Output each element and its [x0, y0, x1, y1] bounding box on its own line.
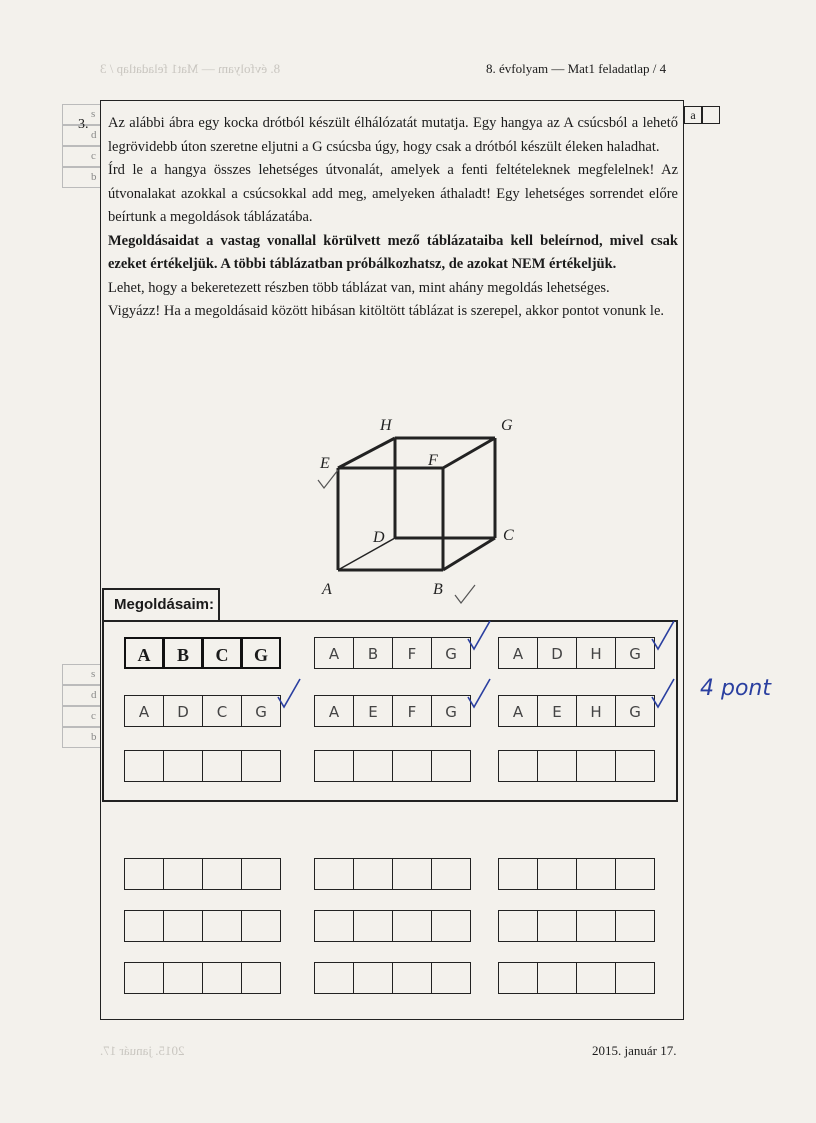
cube-label-d: D	[373, 529, 385, 546]
cube-label-g: G	[501, 417, 513, 434]
check-mark	[648, 619, 678, 653]
task-paragraph: Vigyázz! Ha a megoldásaid között hibásan kitöltött táblázat is szerepel, akkor pontot vonunk le.	[108, 303, 665, 319]
solution-cell[interactable]	[124, 750, 164, 782]
practice-cell[interactable]	[163, 962, 203, 994]
practice-cell[interactable]	[314, 858, 354, 890]
task-paragraph: Lehet, hogy a bekeretezett részben több táblázat van, mint ahány megoldás lehetséges.	[108, 279, 610, 296]
practice-cell[interactable]	[537, 962, 577, 994]
practice-cell[interactable]	[314, 962, 354, 994]
solution-cell[interactable]: H	[576, 695, 616, 727]
practice-cell[interactable]	[576, 962, 616, 994]
solution-table	[314, 695, 470, 727]
cube-label-f: F	[428, 452, 438, 469]
practice-cell[interactable]	[615, 910, 655, 942]
practice-cell[interactable]	[576, 910, 616, 942]
score-box-label: a	[684, 106, 702, 124]
practice-cell[interactable]	[353, 910, 393, 942]
solution-cell[interactable]	[431, 750, 471, 782]
practice-table	[124, 910, 280, 942]
cube-label-c: C	[503, 527, 514, 544]
solution-cell[interactable]: C	[202, 637, 242, 669]
solution-cell[interactable]	[353, 750, 393, 782]
solution-table	[498, 695, 654, 727]
practice-table	[314, 910, 470, 942]
task-paragraph: Írd le a hangya összes lehetséges útvonalát, amelyek a fenti feltételeknek megfelelnek! Az útvonalakat azokkal a csúcsokkal add meg, amelyeken áthaladt! Egy lehetséges sorrendet előre beírtunk a megoldások táblázatába.	[108, 162, 678, 225]
practice-table	[498, 910, 654, 942]
handwritten-score: 4 pont	[700, 676, 771, 701]
solution-cell[interactable]	[163, 750, 203, 782]
cube-label-e: E	[320, 455, 330, 472]
solution-cell[interactable]: E	[537, 695, 577, 727]
solution-cell[interactable]	[202, 750, 242, 782]
practice-cell[interactable]	[392, 910, 432, 942]
solution-table	[314, 750, 470, 782]
solution-table	[498, 750, 654, 782]
solution-cell[interactable]: G	[431, 695, 471, 727]
practice-cell[interactable]	[537, 858, 577, 890]
practice-cell[interactable]	[202, 858, 242, 890]
page-header-title: 8. évfolyam — Mat1 feladatlap / 4	[486, 61, 667, 76]
practice-cell[interactable]	[392, 858, 432, 890]
task-paragraph: Megoldásaidat a vastag vonallal körülvett mező táblázataiba kell beleírnod, mivel csak ezeket értékeljük. A többi táblázatban próbálkozhatsz, de azokat NEM értékeljük.	[108, 232, 678, 272]
solution-cell[interactable]: E	[353, 695, 393, 727]
practice-table	[124, 858, 280, 890]
practice-cell[interactable]	[163, 910, 203, 942]
solution-cell[interactable]: H	[576, 637, 616, 669]
practice-cell[interactable]	[202, 962, 242, 994]
practice-table	[314, 858, 470, 890]
practice-cell[interactable]	[241, 858, 281, 890]
practice-cell[interactable]	[615, 962, 655, 994]
solution-cell[interactable]: F	[392, 637, 432, 669]
solution-cell[interactable]: G	[241, 695, 281, 727]
side-score-grid-top: s d c b	[62, 104, 100, 188]
practice-cell[interactable]	[124, 858, 164, 890]
task-text	[108, 112, 678, 324]
check-mark	[464, 677, 494, 711]
practice-cell[interactable]	[124, 910, 164, 942]
solution-cell[interactable]: G	[615, 695, 655, 727]
solution-cell[interactable]: D	[537, 637, 577, 669]
footer-date: 2015. január 17.	[592, 1043, 677, 1058]
task-paragraph: Az alábbi ábra egy kocka drótból készült élhálózatát mutatja. Egy hangya az A csúcsból a lehető legrövidebb úton szeretne eljutni a G csúcsba úgy, hogy csak a drótból készült éleken haladhat.	[108, 115, 678, 155]
practice-cell[interactable]	[163, 858, 203, 890]
solution-cell[interactable]: B	[353, 637, 393, 669]
practice-table	[498, 858, 654, 890]
practice-table	[498, 962, 654, 994]
check-mark-e	[318, 470, 338, 488]
solutions-label: Megoldásaim:	[102, 588, 220, 622]
solution-cell[interactable]	[314, 750, 354, 782]
solution-cell[interactable]: B	[163, 637, 203, 669]
cube-label-a: A	[322, 581, 332, 598]
practice-cell[interactable]	[353, 858, 393, 890]
practice-cell[interactable]	[498, 962, 538, 994]
show-through-footer: 2015. január 17.	[100, 1043, 185, 1058]
solution-cell[interactable]	[615, 750, 655, 782]
check-mark	[648, 677, 678, 711]
solution-table	[314, 637, 470, 669]
check-mark-b	[455, 585, 475, 603]
cube-edge-fg	[443, 438, 495, 468]
solution-cell[interactable]	[498, 750, 538, 782]
practice-cell[interactable]	[353, 962, 393, 994]
practice-cell[interactable]	[124, 962, 164, 994]
solution-cell[interactable]: G	[241, 637, 281, 669]
task-number: 3.	[78, 117, 89, 132]
solution-cell[interactable]: A	[314, 637, 354, 669]
solution-cell[interactable]: G	[431, 637, 471, 669]
solution-table	[124, 750, 280, 782]
solution-cell[interactable]: A	[498, 695, 538, 727]
practice-cell[interactable]	[241, 962, 281, 994]
solution-cell[interactable]	[392, 750, 432, 782]
solution-cell[interactable]: C	[202, 695, 242, 727]
solution-cell[interactable]	[537, 750, 577, 782]
solution-cell[interactable]: A	[124, 695, 164, 727]
solution-cell[interactable]	[241, 750, 281, 782]
score-box	[684, 106, 722, 124]
practice-cell[interactable]	[241, 910, 281, 942]
practice-cell[interactable]	[576, 858, 616, 890]
cube-edge-ad	[338, 538, 395, 570]
practice-cell[interactable]	[615, 858, 655, 890]
practice-cell[interactable]	[392, 962, 432, 994]
practice-table	[314, 962, 470, 994]
check-mark	[274, 677, 304, 711]
solution-cell[interactable]: A	[124, 637, 164, 669]
practice-cell[interactable]	[498, 858, 538, 890]
score-box-value	[702, 106, 720, 124]
solution-table	[124, 637, 280, 669]
practice-cell[interactable]	[202, 910, 242, 942]
show-through-header: 8. évfolyam — Mat1 feladatlap / 3	[100, 61, 281, 76]
practice-cell[interactable]	[314, 910, 354, 942]
practice-cell[interactable]	[431, 858, 471, 890]
cube-diagram	[300, 410, 540, 610]
solution-cell[interactable]: A	[314, 695, 354, 727]
practice-cell[interactable]	[537, 910, 577, 942]
solution-cell[interactable]: A	[498, 637, 538, 669]
check-mark	[464, 619, 494, 653]
solution-cell[interactable]: F	[392, 695, 432, 727]
cube-edge-bc	[443, 538, 495, 570]
side-score-grid-bottom: s d c b	[62, 664, 100, 748]
solution-cell[interactable]: D	[163, 695, 203, 727]
cube-label-h: H	[380, 417, 392, 434]
cube-label-b: B	[433, 581, 443, 598]
practice-cell[interactable]	[431, 910, 471, 942]
cube-edge-eh	[338, 438, 395, 468]
solution-table	[124, 695, 280, 727]
solution-table	[498, 637, 654, 669]
practice-cell[interactable]	[498, 910, 538, 942]
practice-table	[124, 962, 280, 994]
solution-cell[interactable]	[576, 750, 616, 782]
practice-cell[interactable]	[431, 962, 471, 994]
solution-cell[interactable]: G	[615, 637, 655, 669]
